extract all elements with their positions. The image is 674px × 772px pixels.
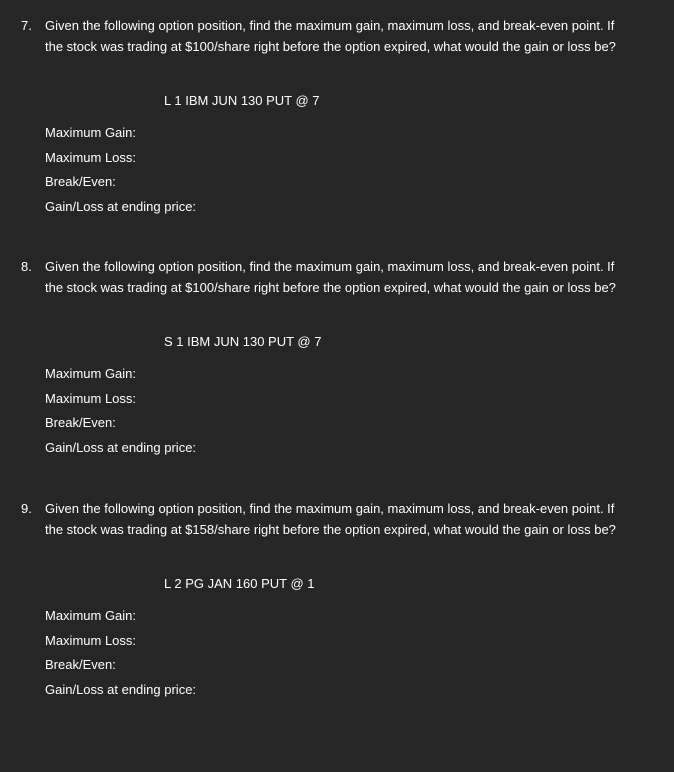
question-number: 9. [21,501,32,516]
maximum-gain-label: Maximum Gain: [45,125,137,140]
maximum-loss-label: Maximum Loss: [45,632,137,648]
question-7 [0,16,674,215]
break-even-label: Break/Even: [45,174,116,190]
answer-fields [45,607,196,706]
question-9 [0,499,674,698]
gain-loss-label: Gain/Loss at ending price: [45,440,197,456]
answer-fields [45,365,196,464]
maximum-loss-label: Maximum Loss: [45,149,137,165]
question-prompt: Given the following option position, find the maximum gain, maximum loss, and break-even point. If the stock was trading at $100/share right before the option expired, what would the gain or loss be? [45,18,616,54]
break-even-label: Break/Even: [45,657,116,673]
question-number: 7. [21,18,32,33]
gain-loss-label: Gain/Loss at ending price: [45,199,197,215]
question-header [0,257,625,298]
question-prompt: Given the following option position, find the maximum gain, maximum loss, and break-even point. If the stock was trading at $158/share right before the option expired, what would the gain or loss be? [45,501,616,537]
question-header [0,16,625,57]
option-position: L 1 IBM JUN 130 PUT @ 7 [164,93,320,108]
question-header [0,499,625,540]
question-number: 8. [21,259,32,274]
option-position: L 2 PG JAN 160 PUT @ 1 [164,576,315,591]
break-even-label: Break/Even: [45,415,116,431]
answer-fields [45,124,196,223]
gain-loss-label: Gain/Loss at ending price: [45,682,197,698]
maximum-gain-label: Maximum Gain: [45,366,137,381]
question-8 [0,257,674,456]
question-prompt: Given the following option position, find the maximum gain, maximum loss, and break-even point. If the stock was trading at $100/share right before the option expired, what would the gain or loss be? [45,259,616,295]
maximum-gain-label: Maximum Gain: [45,608,137,623]
maximum-loss-label: Maximum Loss: [45,390,137,406]
option-position: S 1 IBM JUN 130 PUT @ 7 [164,334,322,349]
